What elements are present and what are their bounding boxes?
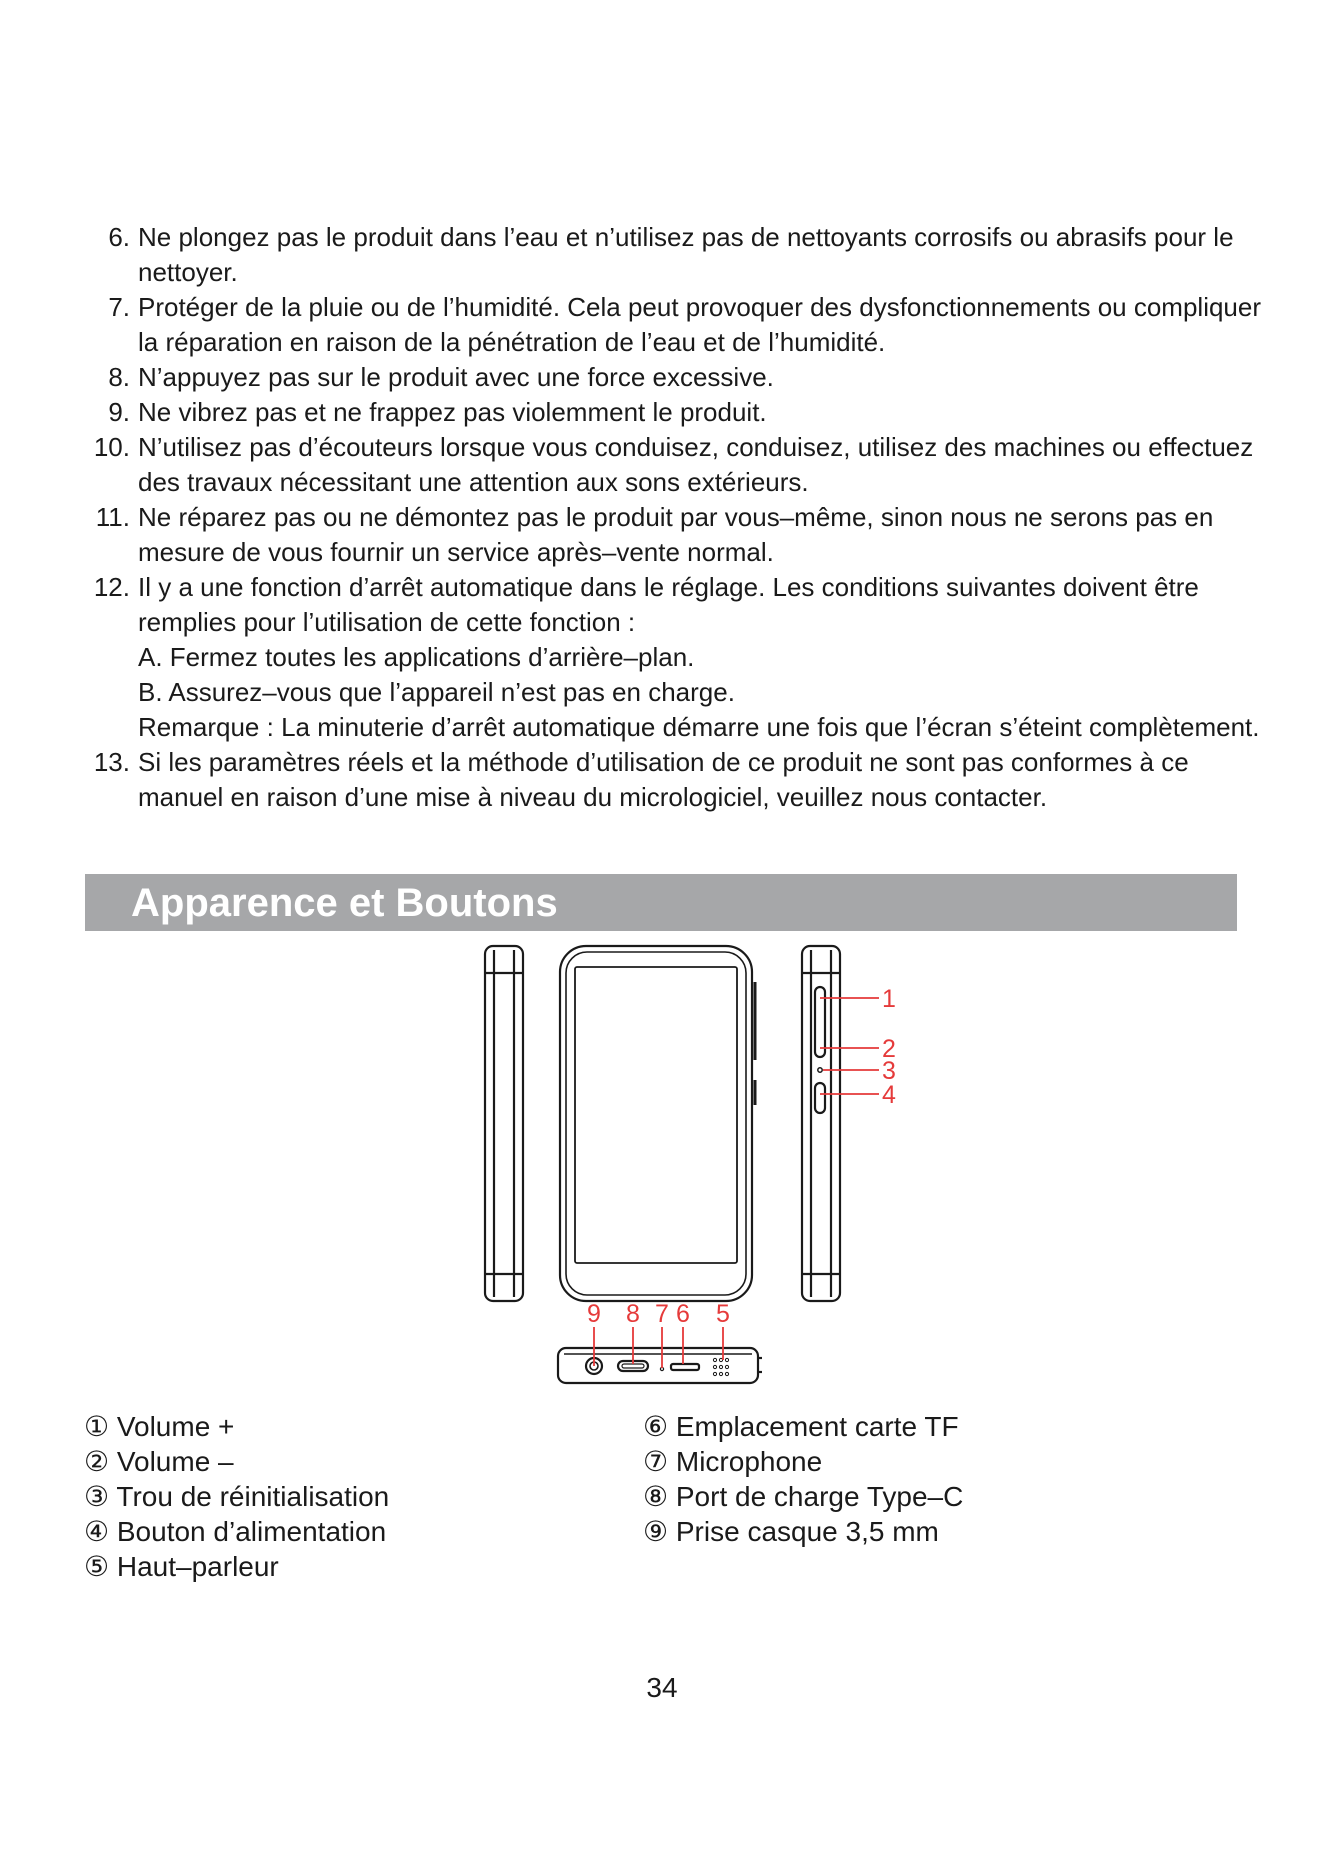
legend-item: ③ Trou de réinitialisation — [84, 1481, 390, 1512]
device-left-side — [485, 946, 523, 1301]
list-item — [0, 500, 1324, 570]
legend-item: ⑨ Prise casque 3,5 mm — [643, 1516, 939, 1547]
item-number: 7. — [108, 292, 130, 322]
item-number: 8. — [108, 362, 130, 392]
legend-item: ⑦ Microphone — [643, 1446, 823, 1477]
item-number: 13. — [93, 747, 130, 777]
legend-item: ② Volume – — [84, 1446, 234, 1477]
callout-6: 6 — [676, 1300, 690, 1328]
device-diagram — [470, 940, 910, 1390]
legend-item: ⑥ Emplacement carte TF — [643, 1411, 959, 1442]
legend-item: ① Volume + — [84, 1411, 235, 1442]
device-front — [560, 946, 755, 1301]
callout-2: 2 — [882, 1035, 896, 1063]
list-item — [0, 745, 1324, 815]
legend-item: ⑤ Haut–parleur — [84, 1551, 279, 1582]
callout-7: 7 — [655, 1300, 669, 1328]
callout-3: 3 — [882, 1057, 896, 1085]
item-text: Ne vibrez pas et ne frappez pas violemment le produit. — [138, 397, 767, 427]
list-item — [0, 360, 1324, 395]
callout-9: 9 — [587, 1300, 601, 1328]
item-text: N’utilisez pas d’écouteurs lorsque vous conduisez, conduisez, utilisez des machines ou effectuez des travaux nécessitant une attention aux sons extérieurs. — [138, 432, 1254, 497]
list-item — [0, 290, 1324, 360]
device-right-side — [802, 946, 840, 1301]
legend-right — [643, 1409, 963, 1549]
speaker-grille — [713, 1358, 728, 1375]
legend-left — [84, 1409, 389, 1584]
legend-item: ④ Bouton d’alimentation — [84, 1516, 387, 1547]
list-item — [0, 570, 1324, 745]
callout-4: 4 — [882, 1081, 896, 1109]
item-subline: A. Fermez toutes les applications d’arrière–plan. — [138, 642, 695, 672]
item-text: Protéger de la pluie ou de l’humidité. Cela peut provoquer des dysfonctionnements ou compliquer la réparation en raison de la pénétration de l’eau et de l’humidité. — [138, 292, 1262, 357]
callout-5: 5 — [716, 1300, 730, 1328]
list-item — [0, 430, 1324, 500]
tf-card-slot — [671, 1364, 699, 1370]
item-number: 10. — [93, 432, 130, 462]
section-banner — [85, 874, 1237, 931]
list-item — [0, 220, 1324, 290]
item-text: Ne réparez pas ou ne démontez pas le produit par vous–même, sinon nous ne serons pas en mesure de vous fournir un service après–vente normal. — [138, 502, 1214, 567]
item-number: 11. — [95, 502, 130, 532]
callout-1: 1 — [882, 985, 896, 1013]
item-subline: B. Assurez–vous que l’appareil n’est pas en charge. — [138, 677, 735, 707]
power-button — [815, 1083, 825, 1113]
page-number: 34 — [646, 1672, 678, 1703]
item-note: Remarque : La minuterie d’arrêt automatique démarre une fois que l’écran s’éteint complètement. — [138, 712, 1260, 742]
section-title: Apparence et Boutons — [131, 881, 558, 925]
item-number: 12. — [93, 572, 130, 602]
item-text: Si les paramètres réels et la méthode d’utilisation de ce produit ne sont pas conformes à ce manuel en raison d’une mise à niveau du micrologiciel, veuillez nous contacter. — [138, 747, 1189, 812]
item-number: 6. — [108, 222, 130, 252]
item-text: Ne plongez pas le produit dans l’eau et n’utilisez pas de nettoyants corrosifs ou abrasifs pour le nettoyer. — [138, 222, 1234, 287]
item-number: 9. — [108, 397, 130, 427]
list-item — [0, 395, 1324, 430]
legend-item: ⑧ Port de charge Type–C — [643, 1481, 964, 1512]
device-bottom — [558, 1348, 762, 1383]
precautions-list — [0, 220, 1324, 815]
reset-hole — [818, 1068, 822, 1072]
callout-8: 8 — [626, 1300, 640, 1328]
item-text: Il y a une fonction d’arrêt automatique dans le réglage. Les conditions suivantes doivent être remplies pour l’utilisation de cette fonction : — [138, 572, 1199, 637]
item-text: N’appuyez pas sur le produit avec une force excessive. — [138, 362, 774, 392]
